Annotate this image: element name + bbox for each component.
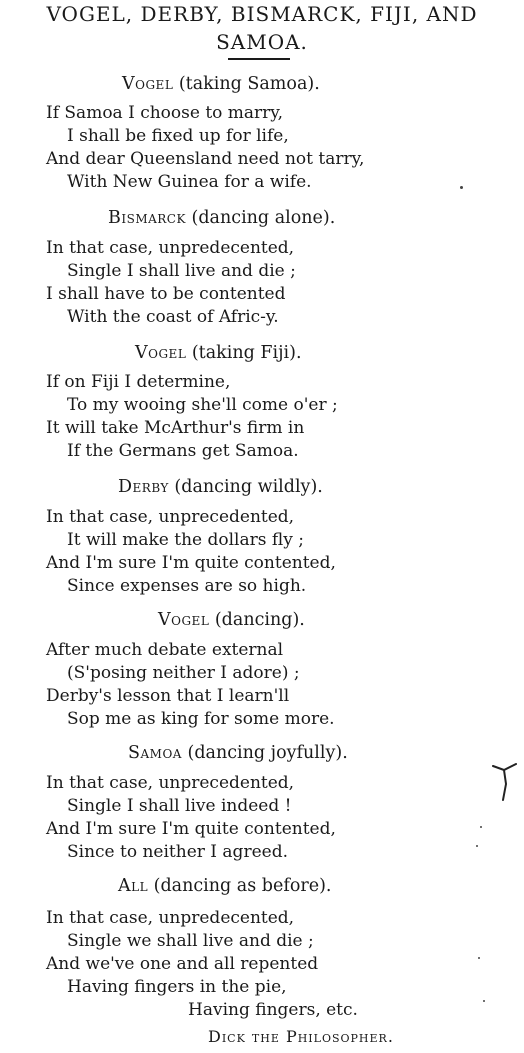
speaker-name: Vogel [158, 610, 210, 630]
stanza-7-speaker [118, 876, 331, 896]
speaker-name: Vogel [135, 343, 187, 363]
verse-line: (S'posing neither I adore) ; [67, 663, 300, 683]
stage-direction: (taking Samoa). [173, 74, 320, 94]
signature: Dick the Philosopher. [208, 1027, 394, 1046]
verse-line: It will take McArthur's firm in [46, 418, 305, 438]
speaker-name: Samoa [128, 743, 182, 763]
verse-line: With New Guinea for a wife. [67, 172, 312, 192]
verse-line: In that case, unprecedented, [46, 507, 295, 527]
speaker-name: All [118, 876, 149, 896]
verse-line: Having fingers in the pie, [67, 977, 287, 997]
verse-line: And we've one and all repented [46, 954, 319, 974]
scan-speck [478, 957, 480, 959]
stage-direction: (dancing as before). [148, 876, 332, 896]
verse-line: Sop me as king for some more. [67, 709, 335, 729]
verse-line: Derby's lesson that I learn'll [46, 686, 290, 706]
verse-line: I shall be fixed up for life, [67, 126, 289, 146]
stanza-5-speaker [158, 610, 305, 630]
verse-line: Single we shall live and die ; [67, 931, 314, 951]
verse-line: In that case, unpredecented, [46, 908, 295, 928]
verse-line: I shall have to be contented [46, 284, 286, 304]
speaker-name: Derby [118, 477, 169, 497]
poem-title-line-1: VOGEL, DERBY, BISMARCK, FIJI, AND [46, 2, 478, 26]
verse-line: In that case, unprecedented, [46, 773, 295, 793]
stage-direction: (taking Fiji). [186, 343, 302, 363]
verse-line: It will make the dollars fly ; [67, 530, 304, 550]
scan-speck [480, 826, 482, 828]
stage-direction: (dancing wildly). [168, 477, 323, 497]
verse-line: To my wooing she'll come o'er ; [67, 395, 338, 415]
stanza-3-speaker [135, 343, 302, 363]
verse-line: And I'm sure I'm quite contented, [46, 819, 336, 839]
verse-line: If the Germans get Samoa. [67, 441, 299, 461]
scan-speck [460, 186, 463, 189]
stage-direction: (dancing alone). [185, 208, 336, 228]
verse-line: Having fingers, etc. [188, 1000, 358, 1020]
verse-line: And I'm sure I'm quite contented, [46, 553, 336, 573]
verse-line: If Samoa I choose to marry, [46, 103, 284, 123]
verse-line: After much debate external [46, 640, 284, 660]
title-rule [228, 58, 290, 60]
stage-direction: (dancing joyfully). [181, 743, 348, 763]
scan-speck [476, 845, 478, 847]
ink-blemish [490, 760, 520, 810]
stage-direction: (dancing). [209, 610, 305, 630]
poem-title-line-2: SAMOA. [216, 30, 308, 54]
verse-line: Since to neither I agreed. [67, 842, 288, 862]
verse-line: And dear Queensland need not tarry, [46, 149, 365, 169]
speaker-name: Bismarck [108, 208, 186, 228]
scan-speck [483, 1000, 485, 1002]
verse-line: Single I shall live indeed ! [67, 796, 292, 816]
stanza-2-speaker [108, 208, 335, 228]
verse-line: With the coast of Afric-y. [67, 307, 279, 327]
stanza-1-speaker [122, 74, 320, 94]
verse-line: If on Fiji I determine, [46, 372, 231, 392]
verse-line: In that case, unpredecented, [46, 238, 295, 258]
stanza-4-speaker [118, 477, 323, 497]
stanza-6-speaker [128, 743, 348, 763]
speaker-name: Vogel [122, 74, 174, 94]
verse-line: Single I shall live and die ; [67, 261, 296, 281]
verse-line: Since expenses are so high. [67, 576, 307, 596]
